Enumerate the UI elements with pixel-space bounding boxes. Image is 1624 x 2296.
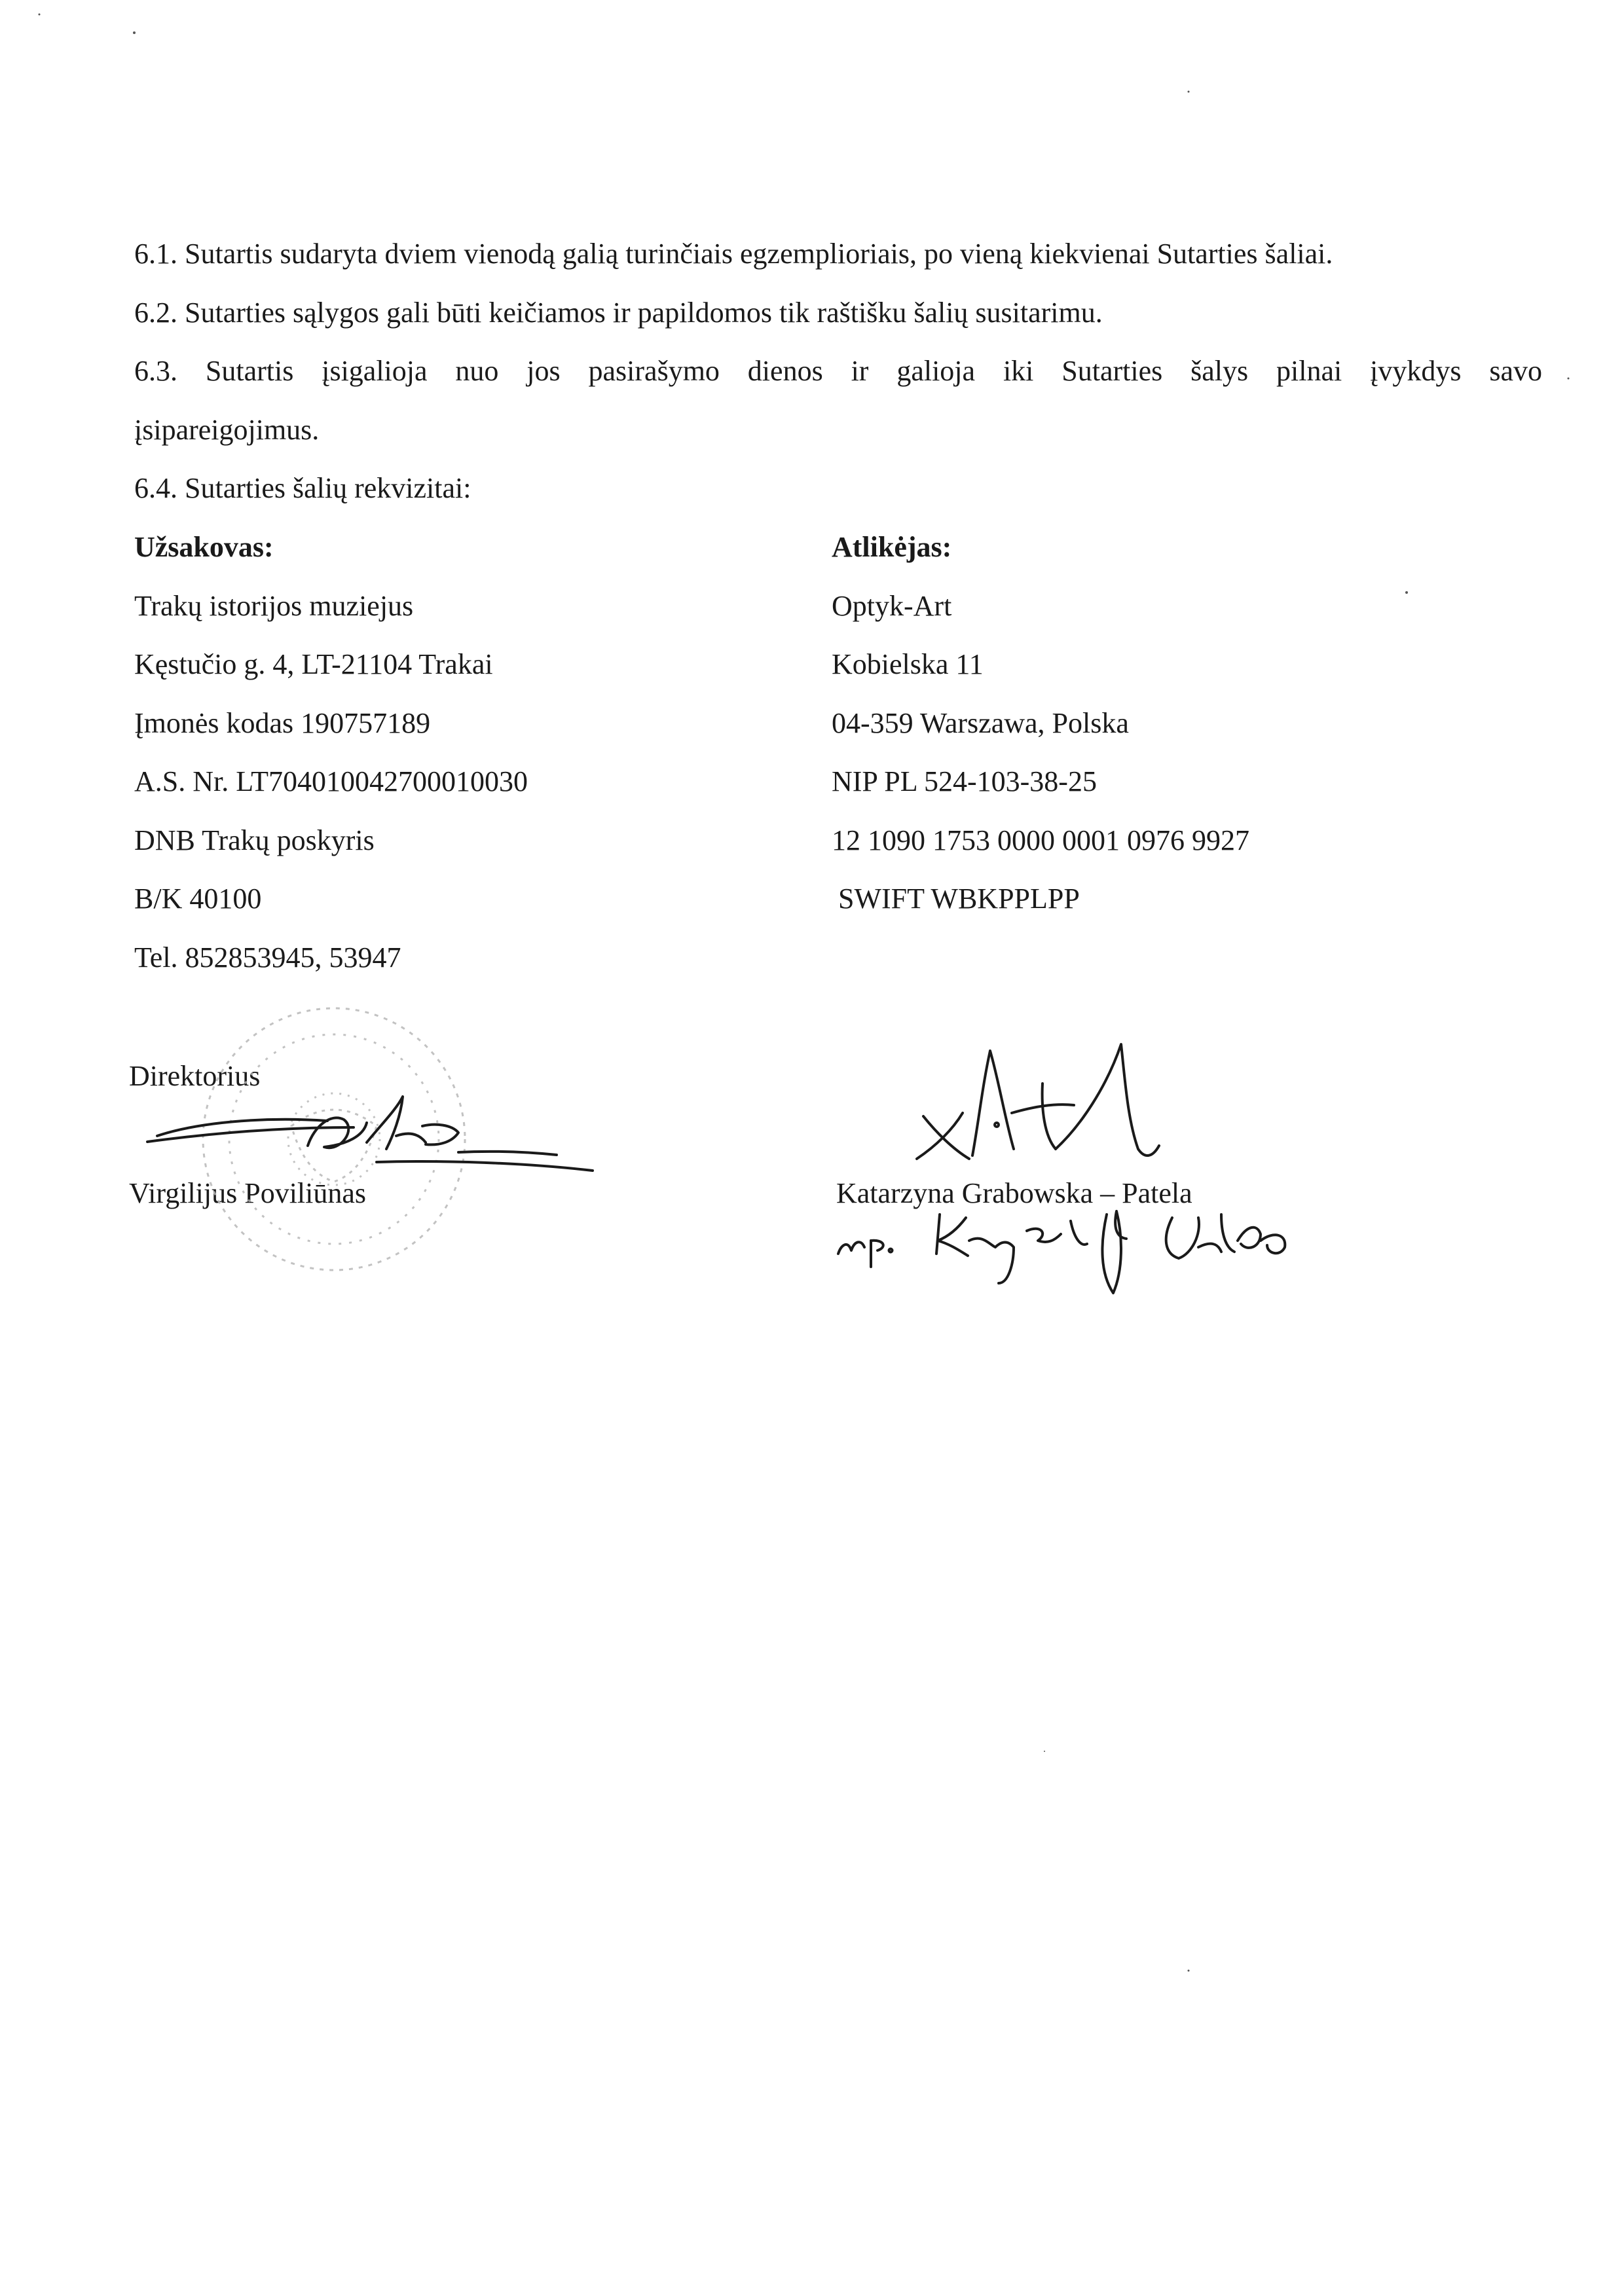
customer-signature <box>147 1097 593 1171</box>
contractor-signature <box>917 1044 1159 1159</box>
customer-line: Trakų istorijos muziejus <box>134 590 414 622</box>
customer-line: DNB Trakų poskyris <box>134 824 375 856</box>
customer-line: Įmonės kodas 190757189 <box>134 707 431 739</box>
contractor-line: Kobielska 11 <box>832 648 984 680</box>
customer-signatory-title: Direktorius <box>129 1060 261 1092</box>
contractor-line: NIP PL 524-103-38-25 <box>832 765 1097 797</box>
clause-6-1: 6.1. Sutartis sudaryta dviem vienodą galią turinčiais egzemplioriais, po vieną kiekvienai Sutarties šaliai. <box>134 238 1333 270</box>
clause-6-2: 6.2. Sutarties sąlygos gali būti keičiamos ir papildomos tik raštišku šalių susitarimu. <box>134 297 1103 329</box>
clause-6-4: 6.4. Sutarties šalių rekvizitai: <box>134 472 471 504</box>
contractor-line: Optyk-Art <box>832 590 952 622</box>
customer-signatory-name: Virgilijus Poviliūnas <box>129 1177 367 1209</box>
contractor-signatory-name: Katarzyna Grabowska – Patela <box>836 1177 1192 1209</box>
customer-line: Kęstučio g. 4, LT-21104 Trakai <box>134 648 493 680</box>
contractor-line: SWIFT WBKPPLPP <box>838 883 1080 915</box>
seal-stamp <box>203 1008 465 1270</box>
customer-line: B/K 40100 <box>134 883 262 915</box>
clause-6-3-line-2: įsipareigojimus. <box>134 414 320 446</box>
customer-line: A.S. Nr. LT704010042700010030 <box>134 765 528 797</box>
customer-line: Tel. 852853945, 53947 <box>134 941 401 974</box>
customer-heading: Užsakovas: <box>134 531 274 563</box>
clause-6-3-line-1: 6.3. Sutartis įsigalioja nuo jos pasirašymo dienos ir galioja iki Sutarties šalys pilnai įvykdys savo <box>134 355 1542 387</box>
contractor-heading: Atlikėjas: <box>832 531 952 563</box>
contractor-line: 12 1090 1753 0000 0001 0976 9927 <box>832 824 1249 856</box>
contractor-handwritten-name <box>838 1211 1285 1293</box>
contractor-line: 04-359 Warszawa, Polska <box>832 707 1129 739</box>
